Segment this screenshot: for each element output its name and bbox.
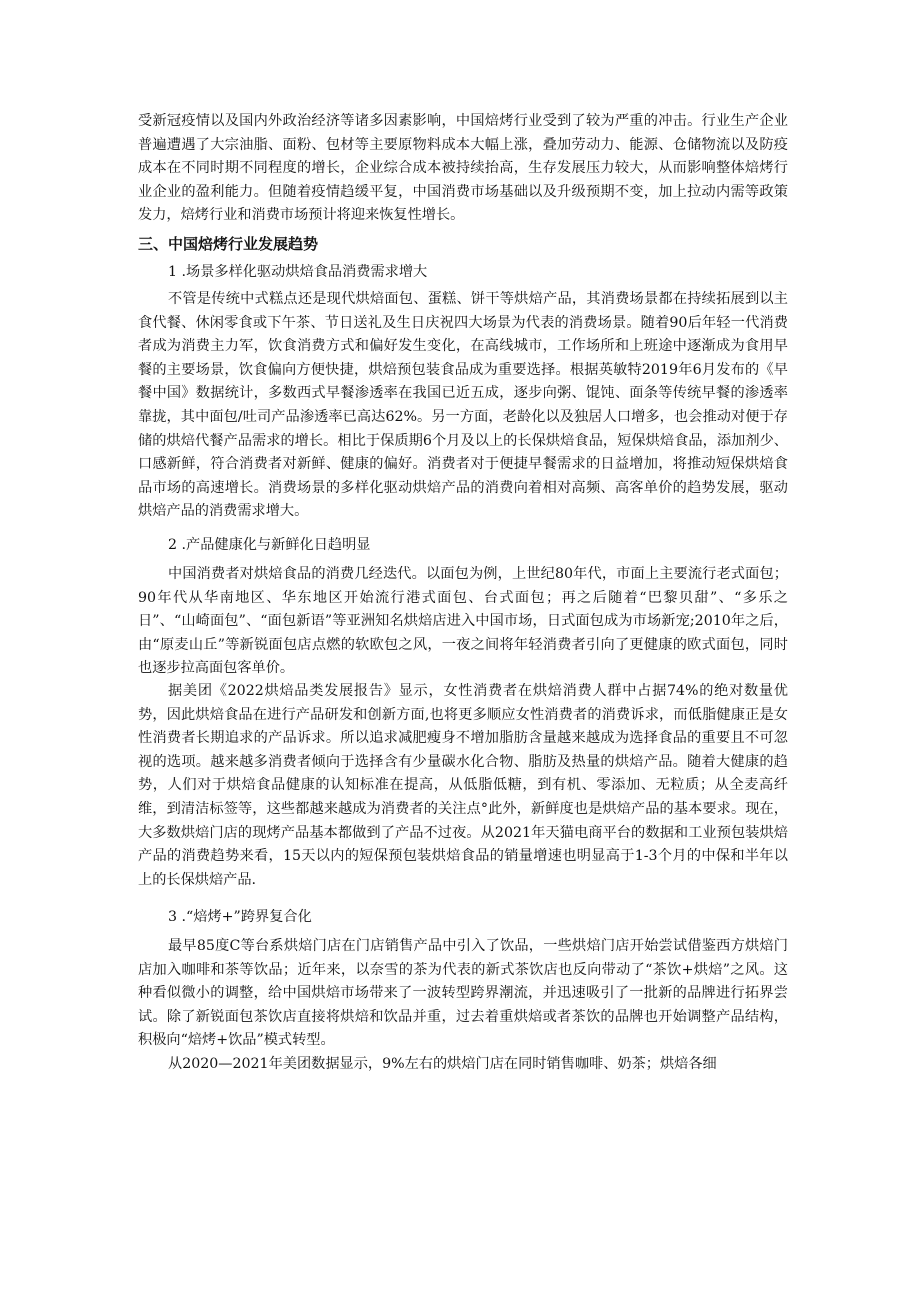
subsection-heading-2: 2 .产品健康化与新鲜化日趋明显 <box>168 537 371 553</box>
paragraph-3: 据美团《2022烘焙品类发展报告》显示，女性消费者在烘焙消费人群中占据74%的绝对数量优势，因此烘焙食品在进行产品研发和创新方面,也将更多顺应女性消费者的消费诉求，而低脂健康正是女性消费者长期追求的产品诉求。所以追求减肥瘦身不增加脂肪含量越来越成为选择食品的重要且不可忽视的选项。越来越多消费者倾向于选择含有少量碳水化合物、脂肪及热量的烘焙产品。随着大健康的趋势，人们对于烘焙食品健康的认知标准在提高，从低脂低糖，到有机、零添加、无粒质；从全麦高纤维，到清洁标签等，这些都越来越成为消费者的关注点°此外，新鲜度也是烘焙产品的基本要求。现在，大多数烘焙门店的现烤产品基本都做到了产品不过夜。从2021年天猫电商平台的数据和工业预包装烘焙产品的消费趋势来看，15天以内的短保预包装烘焙食品的销量增速也明显高于1-3个月的中保和半年以上的长保烘焙产品. <box>138 683 788 888</box>
subsection-heading-3: 3 .“焙烤+”跨界复合化 <box>168 909 312 925</box>
paragraph-1: 不管是传统中式糕点还是现代烘焙面包、蛋糕、饼干等烘焙产品，其消费场景都在持续拓展到以主食代餐、休闲零食或下午茶、节日送礼及生日庆祝四大场景为代表的消费场景。随着90后年轻一代消费者成为消费主力军，饮食消费方式和偏好发生变化，在高线城市，工作场所和上班途中逐渐成为食用早餐的主要场景，饮食偏向方便快捷，烘焙预包装食品成为重要选择。根据英敏特2019年6月发布的《早餐中国》数据统计，多数西式早餐渗透率在我国已近五成，逐步向粥、馄饨、面条等传统早餐的渗透率靠拢，其中面包/吐司产品渗透率已高达62%。另一方面，老龄化以及独居人口增多，也会推动对便于存储的烘焙代餐产品需求的增长。相比于保质期6个月及以上的长保烘焙食品，短保烘焙食品，添加剂少、口感新鲜，符合消费者对新鲜、健康的偏好。消费者对于便捷早餐需求的日益增加，将推动短保烘焙食品市场的高速增长。消费场景的多样化驱动烘焙产品的消费向着相对高频、高客单价的趋势发展，驱动烘焙产品的消费需求增大。 <box>138 291 788 520</box>
subsection-heading-1: 1 .场景多样化驱动烘焙食品消费需求增大 <box>168 264 428 280</box>
section-heading: 三、中国焙烤行业发展趋势 <box>138 235 319 253</box>
intro-paragraph: 受新冠疫情以及国内外政治经济等诸多因素影响，中国焙烤行业受到了较为严重的冲击。行业生产企业普遍遭遇了大宗油脂、面粉、包材等主要原物料成本大幅上涨，叠加劳动力、能源、仓储物流以及防疫成本在不同时期不同程度的增长，企业综合成本被持续抬高，生存发展压力较大，从而影响整体焙烤行业企业的盈利能力。但随着疫情趋缓平复，中国消费市场基础以及升级预期不变，加上拉动内需等政策发力，焙烤行业和消费市场预计将迎来恢复性增长。 <box>138 113 788 224</box>
paragraph-5: 从2020—2021年美团数据显示，9%左右的烘焙门店在同时销售咖啡、奶茶；烘焙各细 <box>168 1056 717 1072</box>
paragraph-4: 最早85度C等台系烘焙门店在门店销售产品中引入了饮品，一些烘焙门店开始尝试借鉴西方烘焙门店加入咖啡和茶等饮品；近年来，以奈雪的茶为代表的新式茶饮店也反向带动了“茶饮+烘焙”之风。这种看似微小的调整，给中国烘焙市场带来了一波转型跨界潮流，并迅速吸引了一批新的品牌进行拓界尝试。除了新锐面包茶饮店直接将烘焙和饮品并重，过去着重烘焙或者茶饮的品牌也开始调整产品结构，积极向“焙烤+饮品”模式转型。 <box>138 938 788 1049</box>
paragraph-2: 中国消费者对烘焙食品的消费几经迭代。以面包为例，上世纪80年代，市面上主要流行老式面包；90年代从华南地区、华东地区开始流行港式面包、台式面包；再之后随着“巴黎贝甜”、“多乐之日”、“山崎面包”、“面包新语”等亚洲知名烘焙店进入中国市场，日式面包成为市场新宠;2010年之后，由“原麦山丘”等新锐面包店点燃的软欧包之风，一夜之间将年轻消费者引向了更健康的欧式面包，同时也逐步拉高面包客单价。 <box>138 566 788 677</box>
